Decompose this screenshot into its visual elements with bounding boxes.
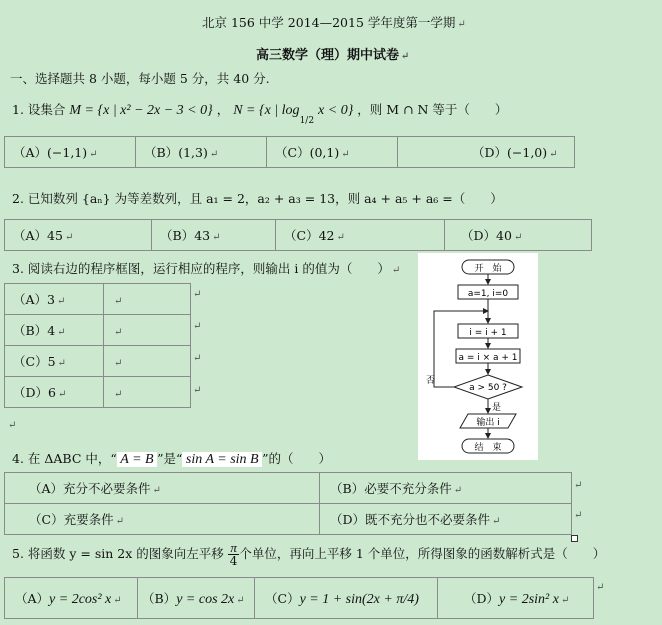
flow-no-label: 否 bbox=[426, 376, 436, 386]
q2-option-d[interactable]: （D）40 ↵ bbox=[445, 220, 592, 251]
q3-empty-cell: ↵ bbox=[104, 284, 191, 315]
q1-prefix: 1. 设集合 bbox=[12, 102, 66, 117]
q5-option-a[interactable]: （A）y = 2cos² x ↵ bbox=[5, 578, 138, 619]
q5-option-c[interactable]: （C）y = 1 + sin(2x + π/4) bbox=[255, 578, 438, 619]
section-heading: 一、选择题共 8 小题，每小题 5 分，共 40 分. bbox=[10, 71, 270, 86]
q4-option-d[interactable]: （D）既不充分也不必要条件 ↵ bbox=[320, 504, 572, 535]
q2-options-table bbox=[4, 219, 592, 251]
q2-option-b[interactable]: （B）43 ↵ bbox=[152, 220, 276, 251]
paragraph-mark: ↵ bbox=[457, 19, 466, 30]
q1-options-table bbox=[4, 136, 575, 168]
flow-decision-label: a > 50 ? bbox=[469, 383, 507, 393]
question-2: 2. 已知数列 {aₙ} 为等差数列，且 a₁ = 2，a₂ + a₃ = 13，则 a₄ + a₅ + a₆ =（ ） bbox=[12, 191, 503, 206]
q3-option-b[interactable]: （B）4 ↵ bbox=[5, 315, 104, 346]
flow-output-label: 输出 i bbox=[476, 418, 500, 428]
flow-start-label: 开 始 bbox=[474, 264, 502, 274]
question-5: 5. 将函数 y = sin 2x 的图象向左平移 $\frac{\pi}{4}$ 个单位，再向上平移 1 个单位，所得图象的函数解析式是（ ） bbox=[12, 540, 606, 568]
q3-empty-cell: ↵ bbox=[104, 315, 191, 346]
q4-condition-1: A = B bbox=[116, 452, 158, 467]
q5-option-d[interactable]: （D）y = 2sin² x ↵ bbox=[438, 578, 594, 619]
paragraph-mark: ↵ bbox=[401, 51, 410, 62]
flow-end-label: 结 束 bbox=[474, 443, 502, 453]
question-1: 1. 设集合 M = {x | x² − 2x − 3 < 0} ， N = {x | log1/2 x < 0} ，则 M ∩ N 等于（ ） bbox=[12, 102, 508, 126]
q3-option-a[interactable]: （A）3 ↵ bbox=[5, 284, 104, 315]
flow-step-a-label: a = i × a + 1 bbox=[458, 353, 518, 363]
flowchart-svg bbox=[418, 253, 538, 460]
exam-title: 高三数学（理）期中试卷 ↵ bbox=[256, 48, 410, 63]
flow-yes-label: 是 bbox=[492, 403, 502, 413]
q3-options-table bbox=[4, 283, 191, 408]
q4-option-a[interactable]: （A）充分不必要条件 ↵ bbox=[5, 473, 320, 504]
q2-option-a[interactable]: （A）45 ↵ bbox=[5, 220, 152, 251]
q3-option-d[interactable]: （D）6 ↵ bbox=[5, 377, 104, 408]
q4-condition-2: sin A = sin B bbox=[182, 452, 263, 467]
program-flowchart bbox=[418, 253, 538, 460]
q1-set-m: M = {x | x² − 2x − 3 < 0} bbox=[69, 103, 213, 118]
q5-option-b[interactable]: （B）y = cos 2x ↵ bbox=[138, 578, 255, 619]
question-3: 3. 阅读右边的程序框图，运行相应的程序，则输出 i 的值为（ ） ↵ bbox=[12, 261, 401, 276]
q3-empty-cell: ↵ bbox=[104, 377, 191, 408]
q4-options-table bbox=[4, 472, 572, 535]
q1-option-a[interactable]: （A）(−1,1) ↵ bbox=[5, 137, 136, 168]
q4-option-b[interactable]: （B）必要不充分条件 ↵ bbox=[320, 473, 572, 504]
q5-options-table bbox=[4, 577, 594, 619]
flow-init-label: a=1, i=0 bbox=[467, 289, 509, 299]
flow-step-i-label: i = i + 1 bbox=[469, 328, 507, 338]
question-4: 4. 在 ΔABC 中，“ A = B ”是“ sin A = sin B ”的（ ） bbox=[12, 451, 331, 467]
q1-option-b[interactable]: （B）(1,3) ↵ bbox=[136, 137, 267, 168]
q1-option-c[interactable]: （C）(0,1) ↵ bbox=[267, 137, 398, 168]
q1-set-n: N = {x | log bbox=[233, 103, 300, 118]
q2-option-c[interactable]: （C）42 ↵ bbox=[276, 220, 445, 251]
q3-empty-cell: ↵ bbox=[104, 346, 191, 377]
q4-option-c[interactable]: （C）充要条件 ↵ bbox=[5, 504, 320, 535]
q1-suffix: ，则 M ∩ N 等于（ ） bbox=[357, 102, 508, 117]
school-line: 北京 156 中学 2014—2015 学年度第一学期 ↵ bbox=[202, 15, 466, 30]
q5-fraction: $\frac{\pi}{4}$ bbox=[229, 540, 238, 568]
q3-option-c[interactable]: （C）5 ↵ bbox=[5, 346, 104, 377]
q1-log-base: 1/2 bbox=[299, 116, 315, 126]
q1-option-d[interactable]: （D）(−1,0) ↵ bbox=[398, 137, 575, 168]
